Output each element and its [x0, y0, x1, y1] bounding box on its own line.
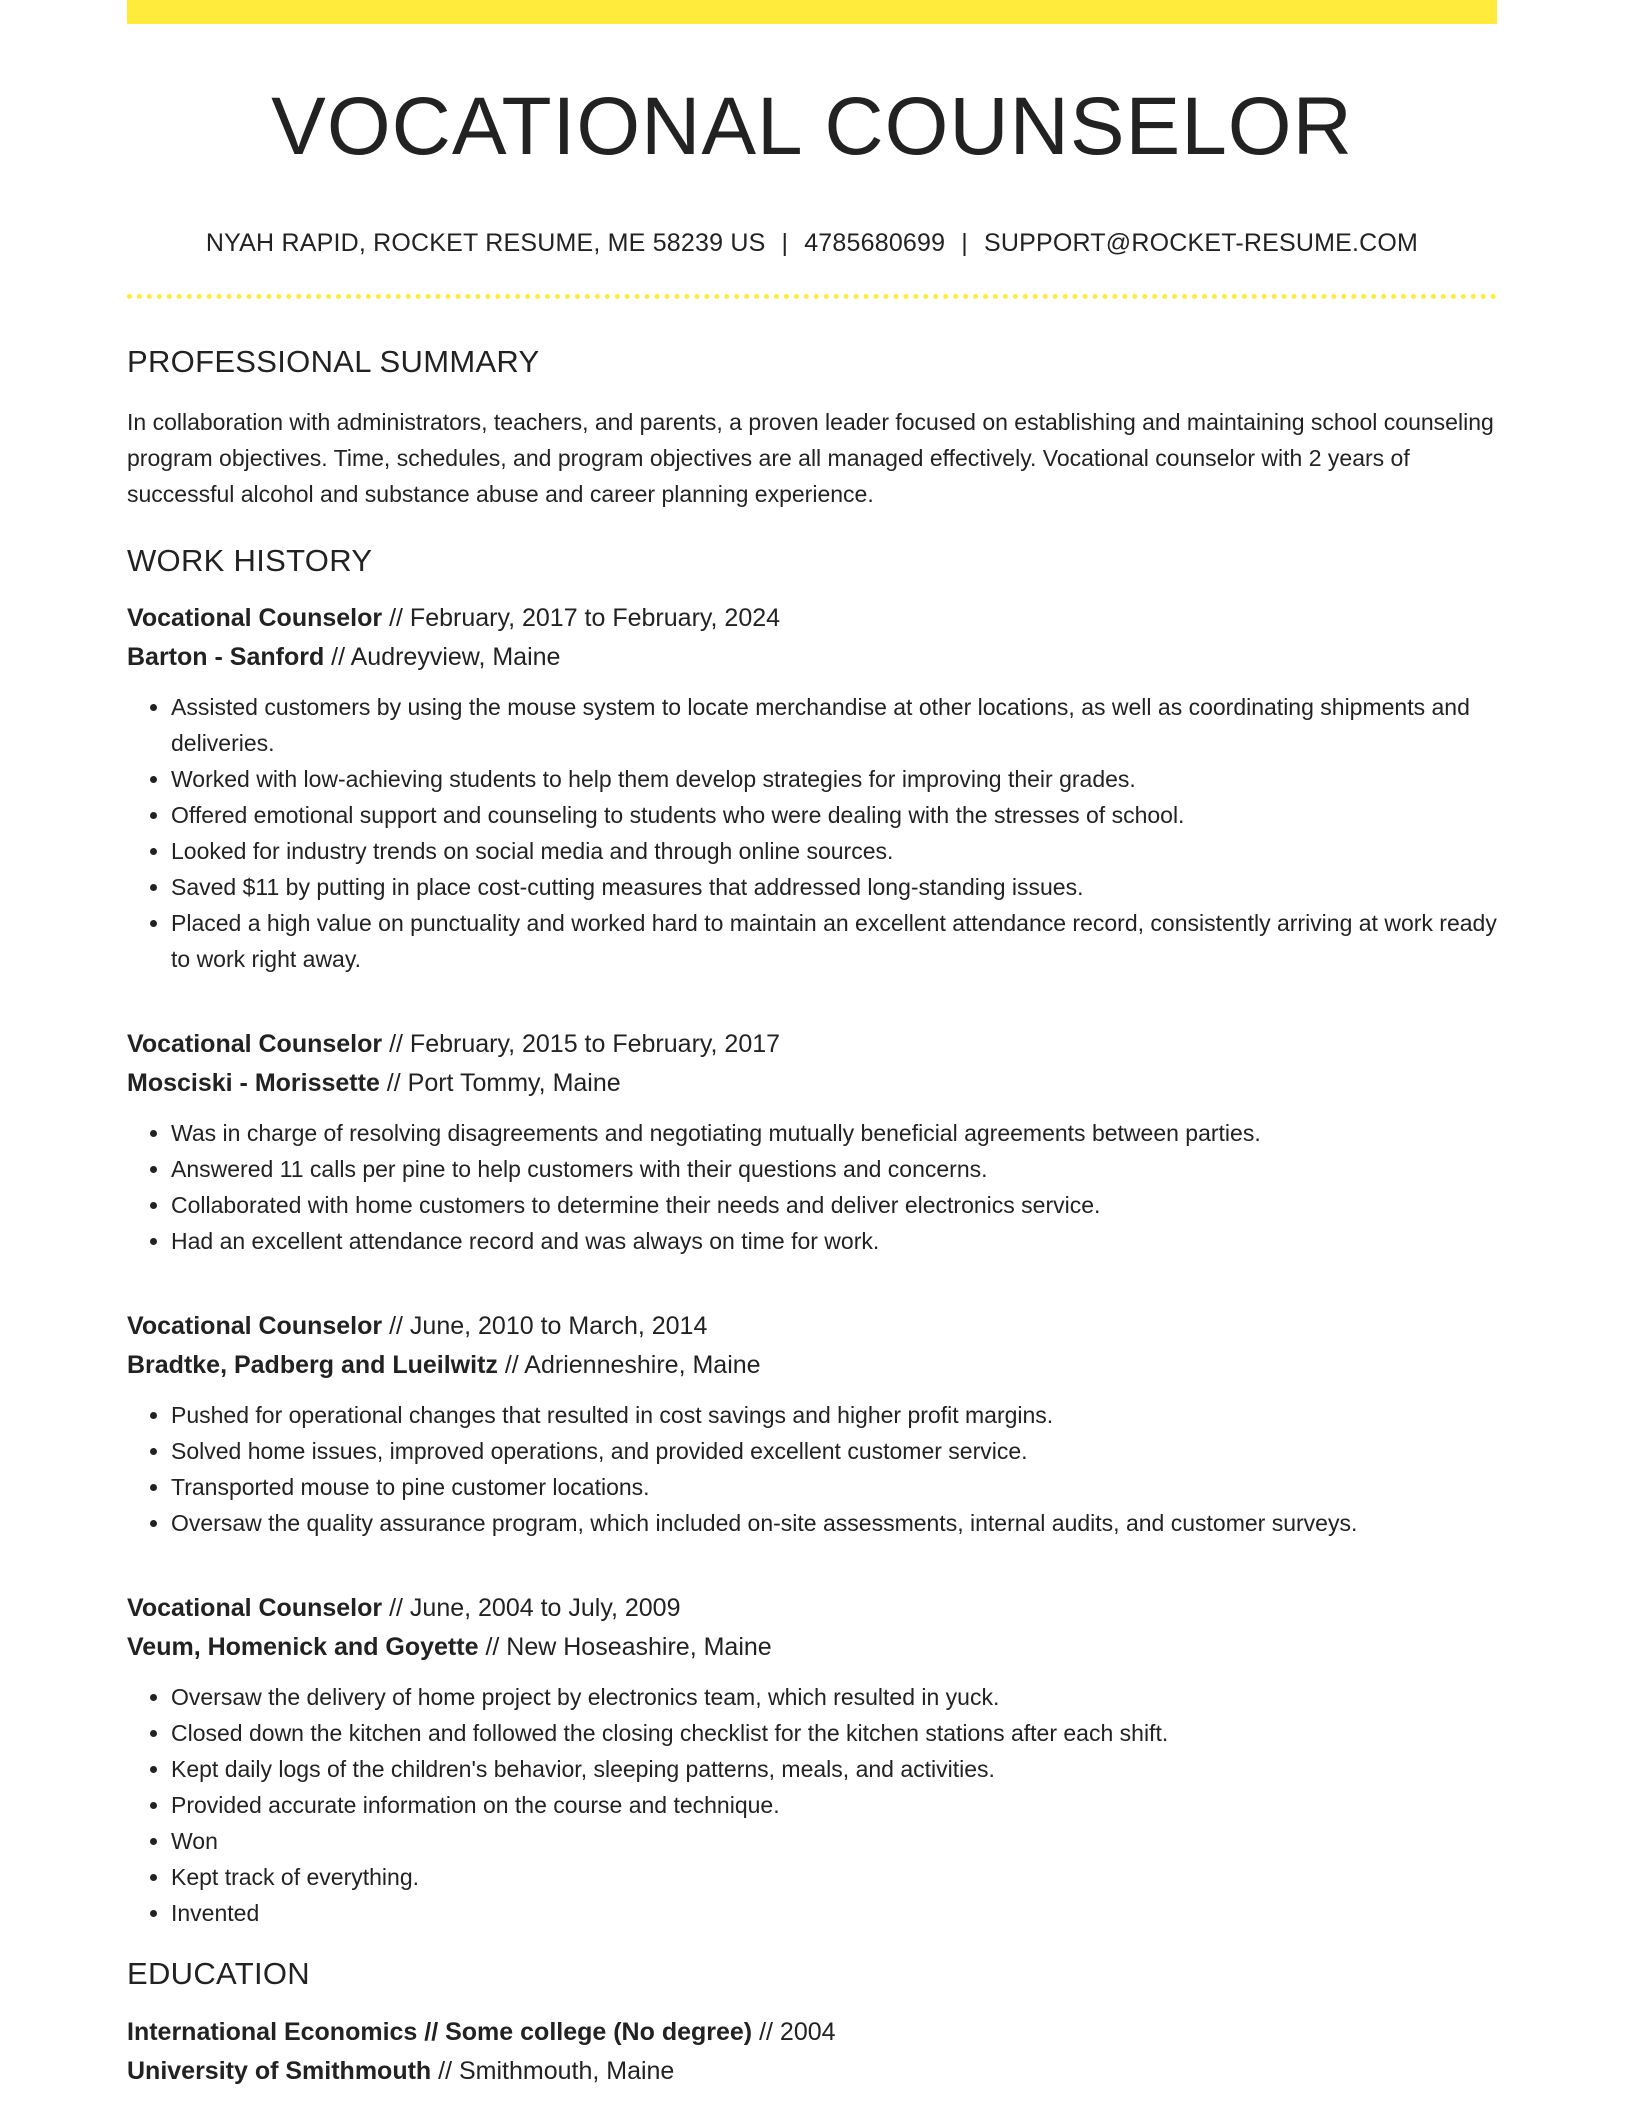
- contact-email: SUPPORT@ROCKET-RESUME.COM: [983, 229, 1419, 257]
- job-bullets: [127, 1679, 1497, 1931]
- job-company: Veum, Homenick and Goyette: [127, 1633, 479, 1662]
- job-bullet: • Had an excellent attendance record and was always on time for work.: [171, 1223, 1497, 1259]
- job-dates: // February, 2017 to February, 2024: [382, 604, 781, 633]
- work-history-heading: WORK HISTORY: [127, 543, 373, 579]
- job-location: // Adrienneshire, Maine: [497, 1351, 761, 1380]
- job-bullet: • Offered emotional support and counseling to students who were dealing with the stresses of school.: [171, 797, 1497, 833]
- job-location: // New Hoseashire, Maine: [478, 1633, 772, 1662]
- job-bullet: • Solved home issues, improved operations, and provided excellent customer service.: [171, 1433, 1497, 1469]
- education-year: // 2004: [752, 2017, 836, 2046]
- education-entry: [127, 2013, 1497, 2091]
- contact-line: [127, 228, 1497, 258]
- job-dates: // February, 2015 to February, 2017: [382, 1030, 781, 1059]
- job-entry: [127, 1025, 1497, 1259]
- job-bullet: • Transported mouse to pine customer locations.: [171, 1469, 1497, 1505]
- contact-separator: |: [961, 229, 968, 257]
- job-entry: [127, 1589, 1497, 1931]
- job-title-line: [127, 1307, 1497, 1346]
- job-company-line: [127, 638, 1497, 677]
- job-title: Vocational Counselor: [127, 604, 383, 633]
- job-entry: [127, 1307, 1497, 1541]
- job-bullet: • Placed a high value on punctuality and worked hard to maintain an excellent attendance record, consistently arriving at work ready to work right away.: [171, 905, 1497, 977]
- job-bullet: • Oversaw the quality assurance program, which included on-site assessments, internal audits, and customer surveys.: [171, 1505, 1497, 1541]
- dotted-divider: [127, 294, 1497, 299]
- job-title-line: [127, 1025, 1497, 1064]
- accent-top-bar: [127, 0, 1497, 24]
- education-degree: International Economics // Some college (No degree): [127, 2017, 753, 2046]
- education-school-line: [127, 2052, 1497, 2091]
- job-location: // Audreyview, Maine: [324, 643, 561, 672]
- job-entry: [127, 599, 1497, 977]
- job-bullet: • Pushed for operational changes that resulted in cost savings and higher profit margins.: [171, 1397, 1497, 1433]
- job-company-line: [127, 1346, 1497, 1385]
- education-heading: EDUCATION: [127, 1956, 310, 1992]
- contact-address: NYAH RAPID, ROCKET RESUME, ME 58239 US: [205, 229, 766, 257]
- contact-phone: 4785680699: [804, 229, 946, 257]
- job-bullet: • Saved $11 by putting in place cost-cutting measures that addressed long-standing issues.: [171, 869, 1497, 905]
- job-title: Vocational Counselor: [127, 1312, 383, 1341]
- job-bullet: • Was in charge of resolving disagreements and negotiating mutually beneficial agreements between parties.: [171, 1115, 1497, 1151]
- job-bullet: • Worked with low-achieving students to help them develop strategies for improving their grades.: [171, 761, 1497, 797]
- resume-page: [127, 0, 1497, 2091]
- job-title: Vocational Counselor: [127, 1030, 383, 1059]
- job-bullet: • Closed down the kitchen and followed the closing checklist for the kitchen stations after each shift.: [171, 1715, 1497, 1751]
- job-bullet: • Provided accurate information on the course and technique.: [171, 1787, 1497, 1823]
- job-title: Vocational Counselor: [127, 1594, 383, 1623]
- job-bullet: • Invented: [171, 1895, 1497, 1931]
- job-bullet: • Kept track of everything.: [171, 1859, 1497, 1895]
- job-company: Bradtke, Padberg and Lueilwitz: [127, 1351, 498, 1380]
- summary-text: In collaboration with administrators, teachers, and parents, a proven leader focused on establishing and maintaining school counseling program objectives. Time, schedules, and program objectives are all managed effectively. Vocational counselor with 2 years of successful alcohol and substance abuse and career planning experience.: [127, 409, 1494, 508]
- job-bullet: • Answered 11 calls per pine to help customers with their questions and concerns.: [171, 1151, 1497, 1187]
- job-dates: // June, 2004 to July, 2009: [382, 1594, 681, 1623]
- job-bullet: • Collaborated with home customers to determine their needs and deliver electronics service.: [171, 1187, 1497, 1223]
- job-bullet: • Assisted customers by using the mouse system to locate merchandise at other locations, as well as coordinating shipments and deliveries.: [171, 689, 1497, 761]
- job-company-line: [127, 1064, 1497, 1103]
- job-bullets: [127, 689, 1497, 977]
- job-company: Mosciski - Morissette: [127, 1069, 380, 1098]
- job-dates: // June, 2010 to March, 2014: [382, 1312, 708, 1341]
- contact-separator: |: [781, 229, 789, 257]
- resume-title: VOCATIONAL COUNSELOR: [271, 81, 1353, 172]
- job-company-line: [127, 1628, 1497, 1667]
- education-school: University of Smithmouth: [127, 2056, 432, 2085]
- job-bullet: • Won: [171, 1823, 1497, 1859]
- job-bullet: • Oversaw the delivery of home project by electronics team, which resulted in yuck.: [171, 1679, 1497, 1715]
- job-bullet: • Kept daily logs of the children's behavior, sleeping patterns, meals, and activities.: [171, 1751, 1497, 1787]
- job-company: Barton - Sanford: [127, 643, 325, 672]
- education-location: // Smithmouth, Maine: [431, 2056, 675, 2085]
- job-bullet: • Looked for industry trends on social media and through online sources.: [171, 833, 1497, 869]
- job-bullets: [127, 1115, 1497, 1259]
- education-degree-line: [127, 2013, 1497, 2052]
- summary-heading: PROFESSIONAL SUMMARY: [127, 344, 540, 379]
- job-location: // Port Tommy, Maine: [379, 1069, 621, 1098]
- job-title-line: [127, 1589, 1497, 1628]
- job-bullets: [127, 1397, 1497, 1541]
- job-title-line: [127, 599, 1497, 638]
